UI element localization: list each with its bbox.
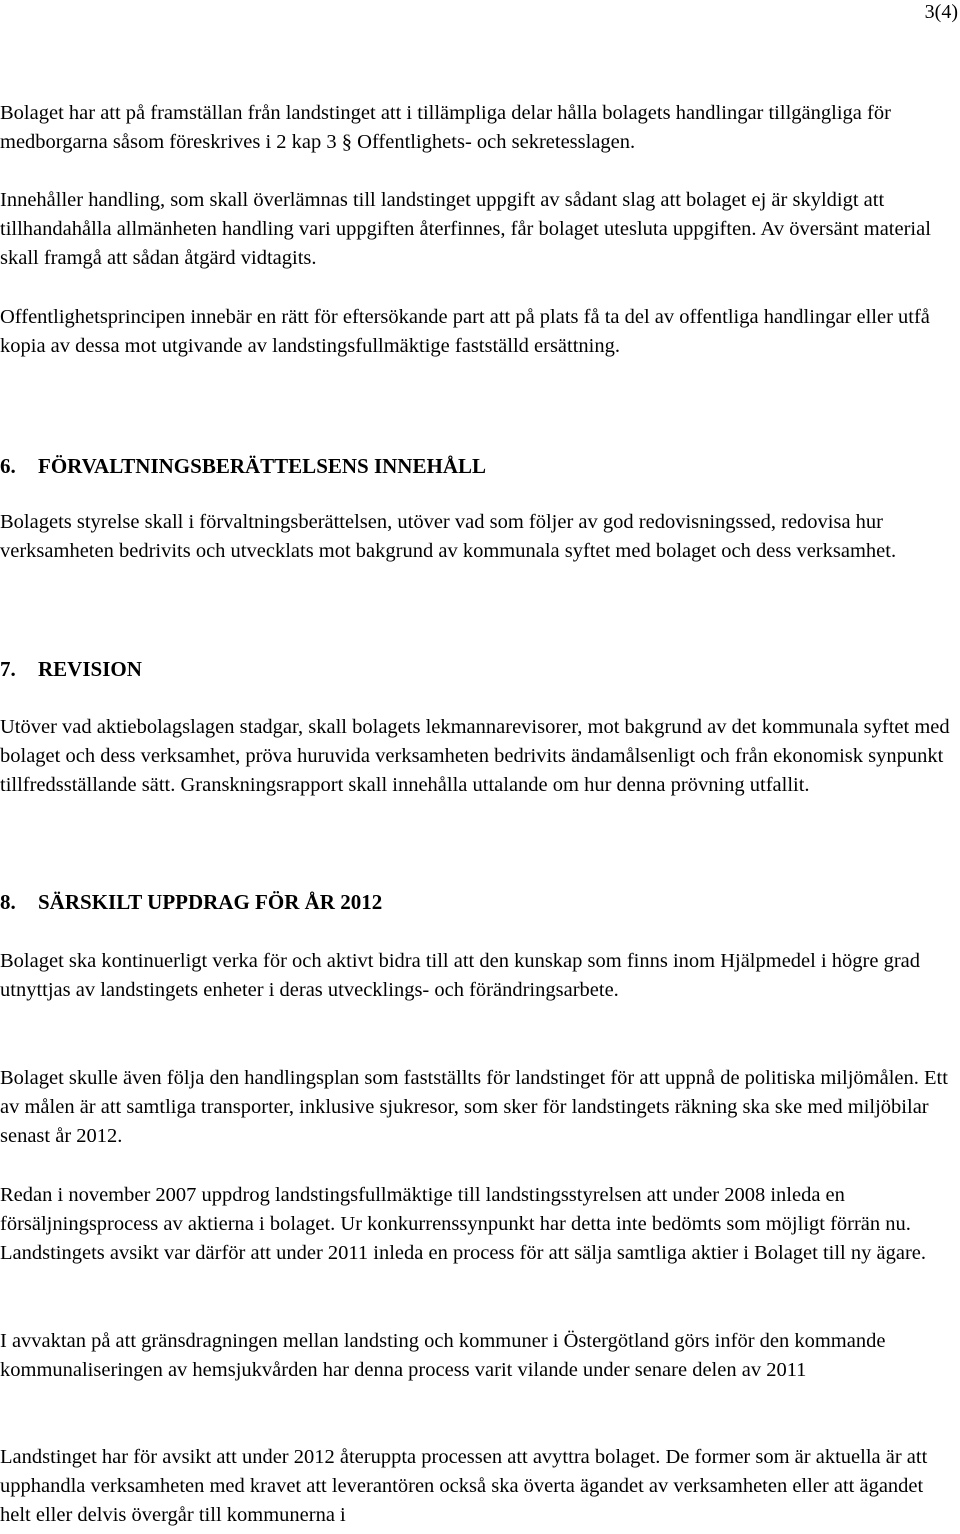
paragraph-sale-process: Redan i november 2007 uppdrog landstingsfullmäktige till landstingsstyrelsen att under 2008 inleda en försäljningsprocess av aktierna i bolaget. Ur konkurrenssynpunkt har detta inte bedömts som möjligt förrän nu. Landstingets avsikt var därför att under 2011 inleda en process för att sälja samtliga aktier i Bolaget till ny ägare.: [0, 1184, 927, 1265]
section-number: 8.: [0, 890, 16, 914]
paragraph-knowledge-use: Bolaget ska kontinuerligt verka för och aktivt bidra till att den kunskap som finns inom Hjälpmedel i högre grad utnyttjas av landstingets enheter i deras utvecklings- och förändringsarbete.: [0, 950, 921, 1002]
section-heading-6: [0, 452, 486, 480]
section-number: 7.: [0, 657, 16, 681]
section-heading-8: [0, 888, 382, 916]
paragraph-pending-process: I avvaktan på att gränsdragningen mellan landsting och kommuner i Östergötland görs inför den kommande kommunaliseringen av hemsjukvården har denna process varit vilande under senare delen av 2011: [0, 1330, 886, 1382]
paragraph-public-access-principle: Offentlighetsprincipen innebär en rätt för eftersökande part att på plats få ta del av offentliga handlingar eller utfå kopia av dessa mot utgivande av landstingsfullmäktige fastställd ersättning.: [0, 306, 930, 358]
section-heading-7: [0, 655, 142, 683]
page-number: 3(4): [924, 1, 958, 23]
paragraph-environmental-goals: Bolaget skulle även följa den handlingsplan som fastställts för landstinget för att uppnå de politiska miljömålen. Ett av målen är att samtliga transporter, inklusive sjukresor, som sker för landstingets räkning ska ske med miljöbilar senast år 2012.: [0, 1067, 948, 1148]
section-title: FÖRVALTNINGSBERÄTTELSENS INNEHÅLL: [38, 454, 486, 478]
section-title: SÄRSKILT UPPDRAG FÖR ÅR 2012: [38, 890, 383, 914]
section-number: 6.: [0, 454, 16, 478]
section-title: REVISION: [38, 657, 142, 681]
paragraph-management-report: Bolagets styrelse skall i förvaltningsberättelsen, utöver vad som följer av god redovisningssed, redovisa hur verksamheten bedrivits och utvecklats mot bakgrund av kommunala syftet med bolaget och dess verksamhet.: [0, 511, 897, 563]
paragraph-audit: Utöver vad aktiebolagslagen stadgar, skall bolagets lekmannarevisorer, mot bakgrund av det kommunala syftet med bolaget och dess verksamhet, pröva huruvida verksamheten bedrivits ändamålsenligt och från ekonomisk synpunkt tillfredsställande sätt. Granskningsrapport skall innehålla uttalande om hur denna prövning utfallit.: [0, 716, 950, 797]
paragraph-resume-divestment: Landstinget har för avsikt att under 2012 återuppta processen att avyttra bolaget. De former som är aktuella är att upphandla verksamheten med kravet att leverantören också ska överta ägandet av verksamheten eller att ägandet helt eller delvis övergår till kommunerna i: [0, 1446, 928, 1527]
paragraph-excluded-information: Innehåller handling, som skall överlämnas till landstinget uppgift av sådant slag att bolaget ej är skyldigt att tillhandahålla allmänheten handling vari uppgiften återfinnes, får bolaget utesluta uppgiften. Av översänt material skall framgå att sådan åtgärd vidtagits.: [0, 189, 931, 270]
paragraph-document-access: Bolaget har att på framställan från landstinget att i tillämpliga delar hålla bolagets handlingar tillgängliga för medborgarna såsom föreskrives i 2 kap 3 § Offentlighets- och sekretesslagen.: [0, 102, 891, 154]
